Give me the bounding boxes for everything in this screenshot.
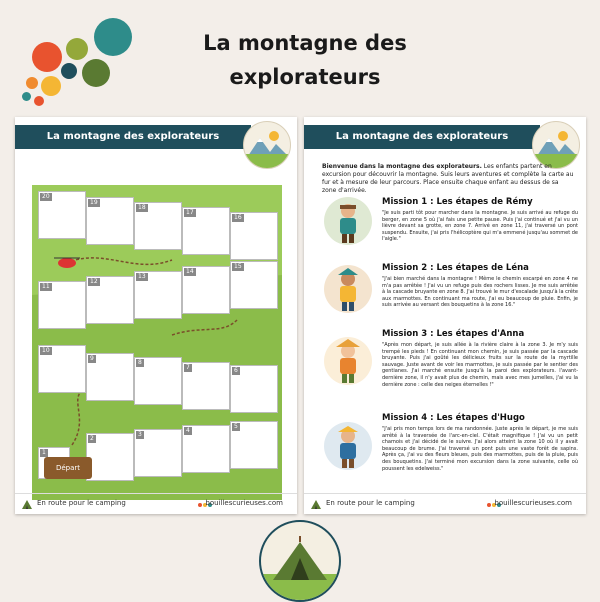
anna-avatar-icon — [324, 337, 372, 385]
mission-3-title: Mission 3 : Les étapes d'Anna — [382, 329, 525, 339]
footer-label: En route pour le camping — [37, 499, 126, 507]
zone-3[interactable]: 3 — [134, 429, 182, 477]
mission-4-title: Mission 4 : Les étapes d'Hugo — [382, 413, 525, 423]
mission-1-title: Mission 1 : Les étapes de Rémy — [382, 197, 533, 207]
zone-2[interactable]: 2 — [86, 433, 134, 481]
zone-4[interactable]: 4 — [182, 425, 230, 473]
tent-icon — [310, 498, 322, 510]
footer-label: En route pour le camping — [326, 499, 415, 507]
zone-10[interactable]: 10 — [38, 345, 86, 393]
zone-17[interactable]: 17 — [182, 207, 230, 255]
zone-15[interactable]: 15 — [230, 261, 278, 309]
hugo-avatar-icon — [324, 422, 372, 470]
decorative-dot — [22, 92, 31, 101]
title-line-2: explorateurs — [229, 65, 381, 89]
mission-2-title: Mission 2 : Les étapes de Léna — [382, 263, 529, 273]
zone-8[interactable]: 8 — [134, 357, 182, 405]
mission-3 — [382, 329, 578, 388]
mission-2 — [382, 263, 578, 309]
mountain-medallion-icon — [243, 121, 291, 169]
mission-1-text: "Je suis parti tôt pour marcher dans la montagne. Je suis arrivé au refuge du berger, en zone 5 où j'ai fais une petite pause. Puis j'ai continué et j'ai vu un lièvre devant sa grotte, en zone 7. Arrivé en zone 11, j'ai traversé un pont suspendu. Ensuite, j'ai pris l'hélicoptère qui m'a emmené jusqu'au sommet de l'aigle." — [382, 210, 578, 243]
footer-website: bouillescurieuses.com — [494, 499, 572, 507]
page-banner: La montagne des explorateurs — [304, 125, 540, 149]
zone-7[interactable]: 7 — [182, 362, 230, 410]
decorative-dot — [66, 38, 88, 60]
decorative-dot — [82, 59, 110, 87]
intro-bold: Bienvenue dans la montagne des explorateurs. — [322, 163, 482, 170]
intro-body: Les enfants partent en excursion pour découvrir la montagne. Suis leurs aventures et complète la carte au fur et à mesure de leur parcours. Place ensuite chaque enfant au dessus de sa zone d'arrivée. — [322, 163, 574, 194]
decorative-dot — [32, 42, 62, 72]
lena-avatar-icon — [324, 265, 372, 313]
page-banner: La montagne des explorateurs — [15, 125, 251, 149]
zone-1[interactable]: 1 — [38, 447, 70, 479]
zone-18[interactable]: 18 — [134, 202, 182, 250]
mission-4 — [382, 413, 578, 472]
page-title — [175, 26, 435, 94]
zone-9[interactable]: 9 — [86, 353, 134, 401]
zone-16[interactable]: 16 — [230, 212, 278, 260]
decorative-dot — [94, 18, 132, 56]
zone-6[interactable]: 6 — [230, 365, 278, 413]
zone-11[interactable]: 11 — [38, 281, 86, 329]
mountain-medallion-icon — [532, 121, 580, 169]
zone-12[interactable]: 12 — [86, 276, 134, 324]
intro-text — [322, 163, 574, 195]
worksheet-missions-page — [304, 117, 586, 514]
decorative-dot — [26, 77, 38, 89]
remy-avatar-icon — [324, 197, 372, 245]
worksheet-map-page — [15, 117, 297, 514]
decorative-dot — [41, 76, 61, 96]
zone-13[interactable]: 13 — [134, 271, 182, 319]
tent-icon — [21, 498, 33, 510]
start-sign: Départ — [44, 457, 92, 479]
zone-squares — [32, 185, 282, 500]
zone-14[interactable]: 14 — [182, 266, 230, 314]
page-footer — [304, 493, 586, 514]
mission-1 — [382, 197, 578, 243]
footer-website: bouillescurieuses.com — [205, 499, 283, 507]
zone-20[interactable]: 20 — [38, 191, 86, 239]
camping-tent-icon — [259, 520, 341, 602]
zone-19[interactable]: 19 — [86, 197, 134, 245]
mission-3-text: "Après mon départ, je suis allée à la rivière claire à la zone 3. Je m'y suis trempé les pieds ! En continuant mon chemin, je suis passée par la cascade bruyante. Puis j'ai goûté les délicieux fruits sur la route de la myrtille sauvage. Juste avant de voir les marmottes, je suis passée par le sentier des gentianes. J'ai marché ensuite jusqu'à la paroi des explorateurs. l'avant-dernière zone, il n'y avait plus de chemin, mais avec mes jumelles, j'ai vu la dernière zone : celle des neiges éternelles !" — [382, 342, 578, 388]
decorative-dot — [34, 96, 44, 106]
page-footer — [15, 493, 297, 514]
title-line-1: La montagne des — [203, 31, 407, 55]
zone-5[interactable]: 5 — [230, 421, 278, 469]
mission-2-text: "J'ai bien marché dans la montagne ! Même le chemin escarpé en zone 4 ne m'a pas arrêtée ! J'ai vu un refuge puis des rochers lisses. Je me suis arrêtée à la cascade bruyante en zone 8. J'ai trouvé le mur d'escalade jusqu'à la crête aux marmottes. En continuant ma route, j'ai eu beaucoup de pluie. Enfin, je suis arrivée au versant des bouquetins à la zone 16." — [382, 276, 578, 309]
mission-4-text: "J'ai pris mon temps lors de ma randonnée. Juste après le départ, je me suis arrêté à la traversée de l'arc-en-ciel. C'était magnifique ! J'ai vu un petit chamois et j'ai décidé de le suivre. J'ai alors atteint la zone 10 où il y avait beaucoup de brume. J'ai traversé un pont puis une vaste forêt de sapins. Après ça, j'ai vu des fleurs bleues, puis des marmottes, puis de la pluie, puis des bouquetins. J'ai terminé mon excursion dans la zone suivante, celle où poussent les edelweiss." — [382, 426, 578, 472]
decorative-dot — [61, 63, 77, 79]
